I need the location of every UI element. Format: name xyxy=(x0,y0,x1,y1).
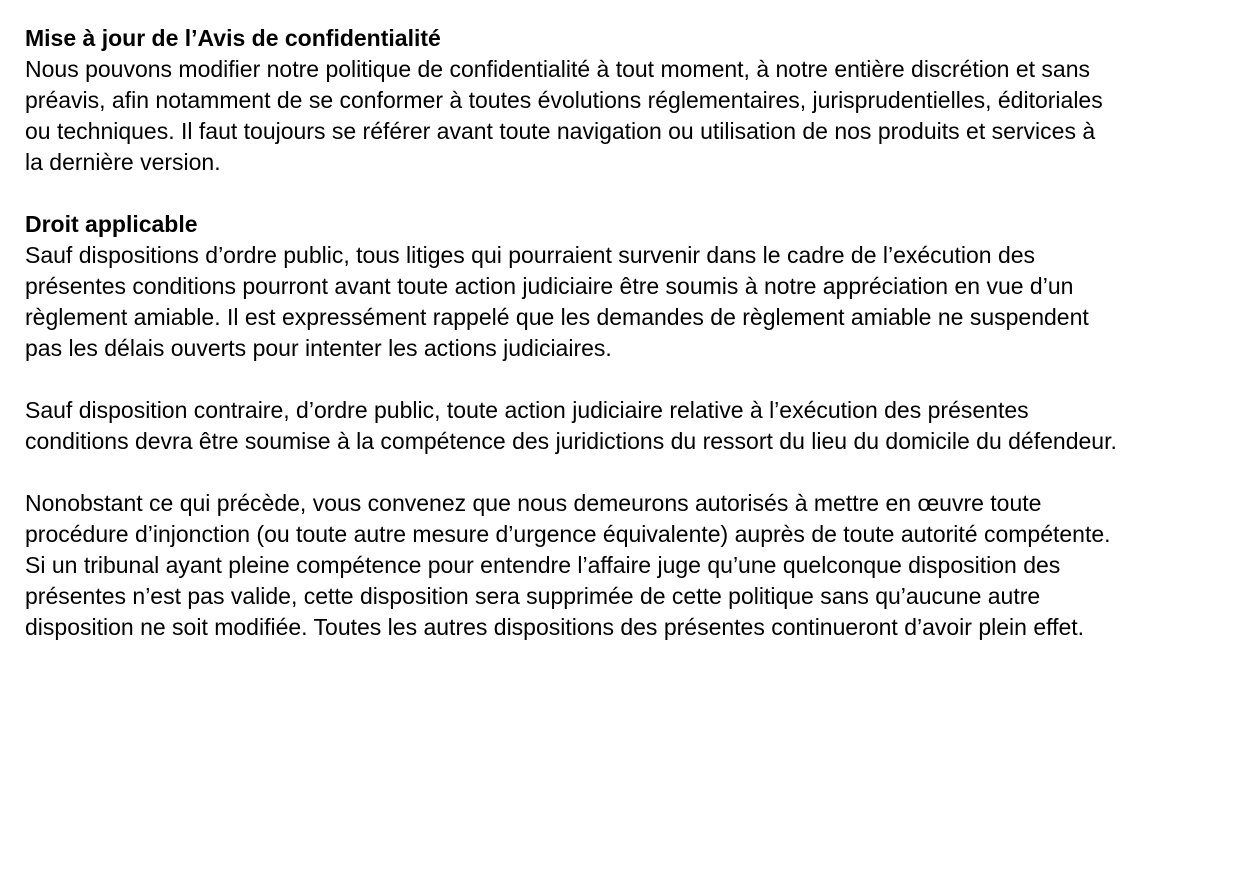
paragraph xyxy=(25,488,1223,643)
section-heading: Mise à jour de l’Avis de confidentialité xyxy=(25,25,441,51)
section-heading: Droit applicable xyxy=(25,211,198,237)
paragraph xyxy=(25,395,1223,457)
text-line: Sauf disposition contraire, d’ordre public, toute action judiciaire relative à l’exécution des présentes xyxy=(25,397,1029,423)
text-line: procédure d’injonction (ou toute autre mesure d’urgence équivalente) auprès de toute autorité compétente. xyxy=(25,521,1111,547)
text-line: préavis, afin notamment de se conformer à toutes évolutions réglementaires, jurisprudentielles, éditoriales xyxy=(25,87,1103,113)
paragraph xyxy=(25,23,1223,178)
text-line: pas les délais ouverts pour intenter les actions judiciaires. xyxy=(25,335,612,361)
text-line: la dernière version. xyxy=(25,149,221,175)
text-line: Nonobstant ce qui précède, vous convenez que nous demeurons autorisés à mettre en œuvre toute xyxy=(25,490,1042,516)
document-content xyxy=(25,23,1223,643)
text-line: présentes conditions pourront avant toute action judiciaire être soumis à notre appréciation en vue d’un xyxy=(25,273,1074,299)
text-line: conditions devra être soumise à la compétence des juridictions du ressort du lieu du domicile du défendeur. xyxy=(25,428,1117,454)
text-line: ou techniques. Il faut toujours se référer avant toute navigation ou utilisation de nos produits et services à xyxy=(25,118,1096,144)
text-line: Si un tribunal ayant pleine compétence pour entendre l’affaire juge qu’une quelconque disposition des xyxy=(25,552,1061,578)
paragraph xyxy=(25,209,1223,364)
text-line: Sauf dispositions d’ordre public, tous litiges qui pourraient survenir dans le cadre de l’exécution des xyxy=(25,242,1036,268)
text-line: Nous pouvons modifier notre politique de confidentialité à tout moment, à notre entière discrétion et sans xyxy=(25,56,1091,82)
text-line: présentes n’est pas valide, cette disposition sera supprimée de cette politique sans qu’aucune autre xyxy=(25,583,1041,609)
text-line: disposition ne soit modifiée. Toutes les autres dispositions des présentes continueront d’avoir plein effet. xyxy=(25,614,1085,640)
text-line: règlement amiable. Il est expressément rappelé que les demandes de règlement amiable ne suspendent xyxy=(25,304,1089,330)
